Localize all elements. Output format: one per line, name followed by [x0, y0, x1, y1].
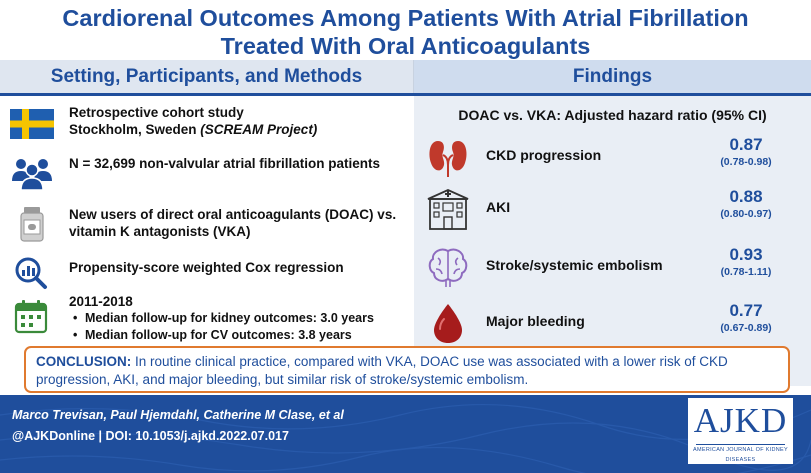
finding-value: [701, 245, 791, 279]
finding-row-aki: [414, 185, 811, 235]
finding-label: Stroke/systemic embolism: [486, 257, 663, 273]
finding-label: AKI: [486, 199, 511, 215]
finding-row-bleeding: [414, 299, 811, 349]
confidence-interval: (0.78-0.98): [720, 156, 772, 168]
participants-text: N = 32,699 non-valvular atrial fibrillation patients: [69, 156, 380, 171]
title-line-1: Cardiorenal Outcomes Among Patients With Atrial Fibrillation: [62, 5, 749, 31]
hazard-ratio: 0.77: [729, 301, 763, 320]
drugs-text: New users of direct oral anticoagulants (DOAC) vs. vitamin K antagonists (VKA): [69, 207, 397, 239]
hazard-ratio: 0.87: [729, 135, 763, 154]
brain-icon: [426, 245, 470, 289]
authors: Marco Trevisan, Paul Hjemdahl, Catherine M Clase, et al: [12, 408, 344, 422]
confidence-interval: (0.78-1.11): [720, 266, 772, 278]
conclusion-label: CONCLUSION:: [36, 354, 132, 369]
study-line-2: Stockholm, Sweden: [69, 122, 197, 137]
followup-cv: • Median follow-up for CV outcomes: 3.8 years: [69, 327, 409, 344]
methods-header: Setting, Participants, and Methods: [0, 60, 414, 93]
followup-kidney: • Median follow-up for kidney outcomes: 3.0 years: [69, 310, 409, 327]
confidence-interval: (0.67-0.89): [720, 322, 772, 334]
study-line-1: Retrospective cohort study: [69, 105, 244, 120]
findings-header: Findings: [414, 60, 811, 93]
finding-row-ckd: [414, 133, 811, 183]
logo-subtitle: AMERICAN JOURNAL OF KIDNEY DISEASES: [693, 447, 788, 463]
period-text: [69, 293, 409, 344]
finding-value: [701, 301, 791, 335]
pill-bottle-icon: [10, 206, 54, 242]
footer-bar: [0, 395, 811, 473]
finding-value: [701, 187, 791, 221]
magnifier-chart-icon: [10, 255, 54, 291]
finding-label: CKD progression: [486, 147, 602, 163]
conclusion-text: In routine clinical practice, compared with VKA, DOAC use was associated with a lower risk of CKD progression, AKI, and major bleeding, but similar risk of stroke/systemic embolism.: [36, 354, 728, 387]
hospital-icon: [426, 187, 470, 231]
finding-value: [701, 135, 791, 169]
findings-title: DOAC vs. VKA: Adjusted hazard ratio (95% CI): [458, 107, 767, 123]
doi-line: @AJKDonline | DOI: 10.1053/j.ajkd.2022.07.017: [12, 429, 289, 443]
period-years: 2011-2018: [69, 294, 133, 309]
finding-label: Major bleeding: [486, 313, 585, 329]
hazard-ratio: 0.93: [729, 245, 763, 264]
study-project: (SCREAM Project): [200, 122, 318, 137]
kidney-icon: [426, 135, 470, 179]
analysis-text: Propensity-score weighted Cox regression: [69, 260, 344, 275]
calendar-icon: [10, 299, 54, 335]
people-group-icon: [10, 155, 54, 191]
confidence-interval: (0.80-0.97): [720, 208, 772, 220]
hazard-ratio: 0.88: [729, 187, 763, 206]
title-line-2: Treated With Oral Anticoagulants: [220, 33, 591, 59]
logo-text: AJKD: [693, 401, 788, 440]
conclusion-box: [24, 346, 790, 393]
sweden-flag-icon: [10, 106, 54, 142]
finding-row-stroke: [414, 243, 811, 293]
blood-drop-icon: [426, 301, 470, 345]
page-title: [0, 4, 811, 60]
study-text: [69, 104, 317, 138]
ajkd-logo: [688, 398, 793, 464]
